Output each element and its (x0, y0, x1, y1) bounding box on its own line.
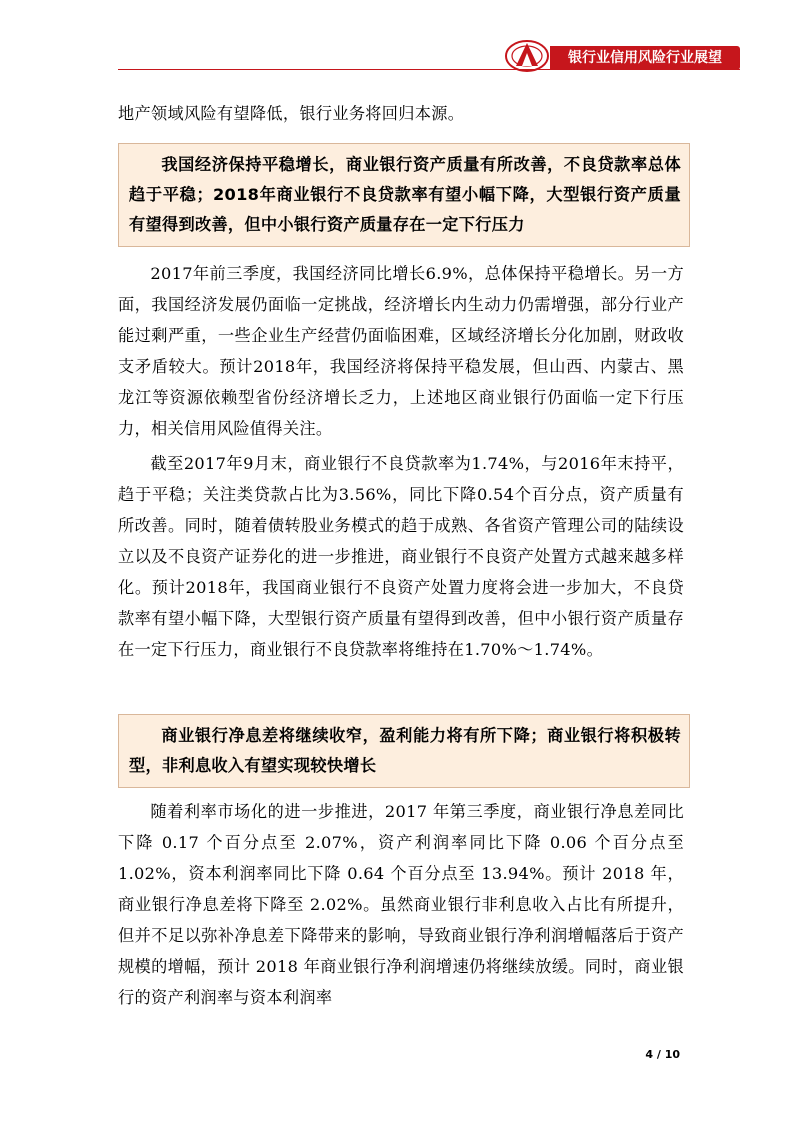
page-number: 4 / 10 (645, 1048, 680, 1061)
highlight-box-net-interest-margin: 商业银行净息差将继续收窄，盈利能力将有所下降；商业银行将积极转型，非利息收入有望实现较快增长 (118, 714, 690, 788)
paragraph-intro: 地产领域风险有望降低，银行业务将回归本源。 (118, 104, 465, 123)
header-title: 银行业信用风险行业展望 (550, 46, 740, 70)
highlight-box-asset-quality: 我国经济保持平稳增长，商业银行资产质量有所改善，不良贷款率总体趋于平稳；2018年商业银行不良贷款率有望小幅下降，大型银行资产质量有望得到改善，但中小银行资产质量存在一定下行压力 (118, 143, 690, 247)
paragraph-economy: 2017年前三季度，我国经济同比增长6.9%，总体保持平稳增长。另一方面，我国经济发展仍面临一定挑战，经济增长内生动力仍需增强，部分行业产能过剩严重，一些企业生产经营仍面临困难，区域经济增长分化加剧，财政收支矛盾较大。预计2018年，我国经济将保持平稳发展，但山西、内蒙古、黑龙江等资源依赖型省份经济增长乏力，上述地区商业银行仍面临一定下行压力，相关信用风险值得关注。 (118, 264, 684, 438)
header-divider (118, 69, 740, 70)
paragraph-profitability: 随着利率市场化的进一步推进，2017 年第三季度，商业银行净息差同比下降 0.17 个百分点至 2.07%，资产利润率同比下降 0.06 个百分点至 1.02%，资本利润率同比下降 0.64 个百分点至 13.94%。预计 2018 年，商业银行净息差将下降至 2.02%。虽然商业银行非利息收入占比有所提升，但并不足以弥补净息差下降带来的影响，导致商业银行净利润增幅落后于资产规模的增幅，预计 2018 年商业银行净利润增速仍将继续放缓。同时，商业银行的资产利润率与资本利润率 (118, 802, 684, 1007)
paragraph-npl-ratio: 截至2017年9月末，商业银行不良贷款率为1.74%，与2016年末持平，趋于平稳；关注类贷款占比为3.56%，同比下降0.54个百分点，资产质量有所改善。同时，随着债转股业务模式的趋于成熟、各省资产管理公司的陆续设立以及不良资产证券化的进一步推进，商业银行不良资产处置方式越来越多样化。预计2018年，我国商业银行不良资产处置力度将会进一步加大，不良贷款率有望小幅下降，大型银行资产质量有望得到改善，但中小银行资产质量存在一定下行压力，商业银行不良贷款率将维持在1.70%～1.74%。 (118, 454, 684, 659)
